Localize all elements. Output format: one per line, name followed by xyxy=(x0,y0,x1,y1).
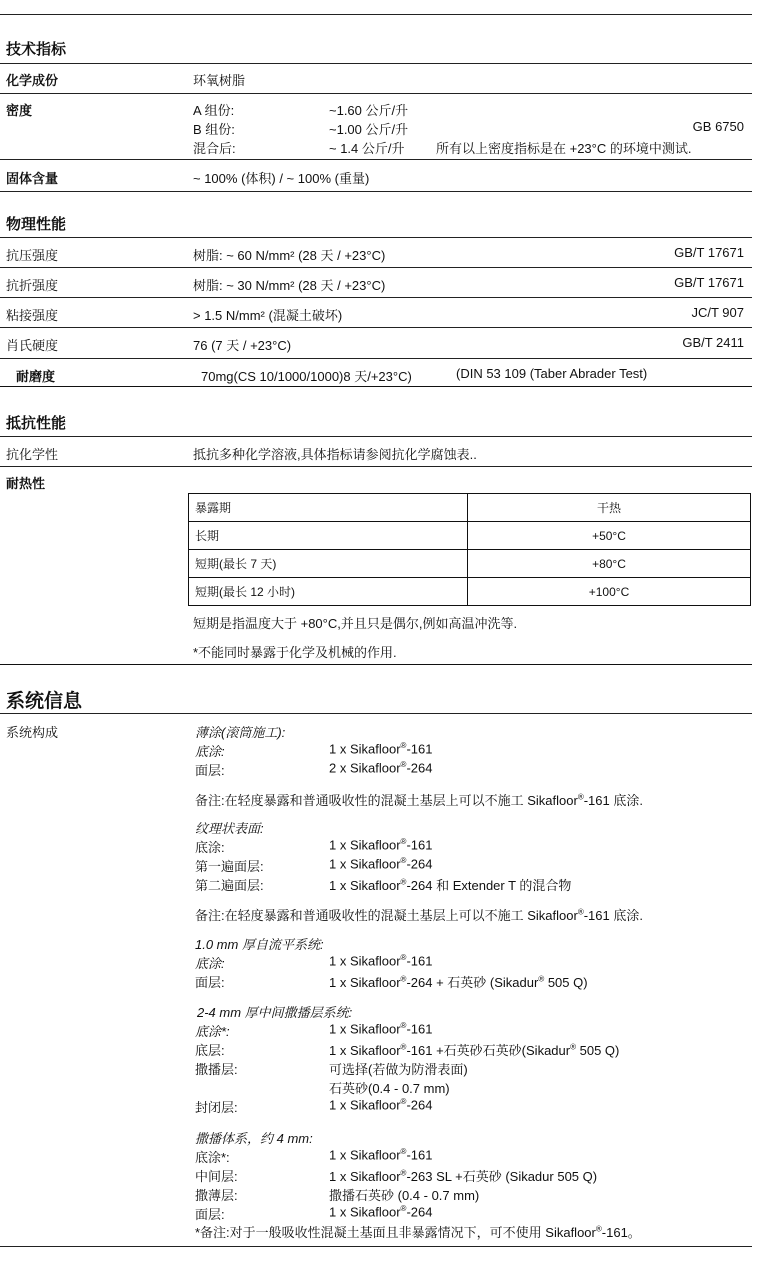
solid-value: ~ 100% (体积) / ~ 100% (重量) xyxy=(193,171,370,186)
layer-key: 底涂*: xyxy=(195,1150,230,1165)
table-cell: 长期 xyxy=(189,522,468,550)
layer-key: 底层: xyxy=(195,1043,225,1058)
layer-key: 撒薄层: xyxy=(195,1188,238,1203)
layer-value: 1 x Sikafloor®-263 SL +石英砂 (Sikadur 505 Q) xyxy=(329,1168,598,1184)
layer-key: 底涂: xyxy=(195,956,225,971)
divider xyxy=(0,436,752,437)
group-title: 1.0 mm 厚自流平系统: xyxy=(195,937,324,952)
layer-key: 撒播层: xyxy=(195,1062,238,1077)
layer-value: 2 x Sikafloor®-264 xyxy=(329,760,433,776)
section-title-tech: 技术指标 xyxy=(6,41,67,58)
divider xyxy=(0,713,752,714)
density-key: A 组份: xyxy=(193,103,235,118)
layer-value: 1 x Sikafloor®-264 xyxy=(329,1097,433,1113)
phys-std: GB/T 2411 xyxy=(682,335,744,350)
divider xyxy=(0,664,752,665)
solid-label: 固体含量 xyxy=(6,171,59,186)
table-cell: +80°C xyxy=(468,550,751,578)
density-value: ~1.00 公斤/升 xyxy=(329,122,409,137)
chem-resist-value: 抵抗多种化学溶液,具体指标请参阅抗化学腐蚀表.. xyxy=(193,447,477,462)
layer-key: 封闭层: xyxy=(195,1100,238,1115)
section-title-phys: 物理性能 xyxy=(6,216,67,233)
heat-note: *不能同时暴露于化学及机械的作用. xyxy=(193,645,397,660)
table-header-cell: 暴露期 xyxy=(189,494,468,522)
divider xyxy=(0,358,752,359)
layer-value: 1 x Sikafloor®-161 +石英砂石英砂(Sikadur® 505 Q) xyxy=(329,1042,620,1058)
layer-key: 底涂: xyxy=(195,744,225,759)
density-label: 密度 xyxy=(6,103,33,118)
system-note: 备注:在轻度暴露和普通吸收性的混凝土基层上可以不施工 Sikafloor®-161 底涂. xyxy=(195,907,643,923)
divider xyxy=(0,237,752,238)
layer-key: 面层: xyxy=(195,1207,225,1222)
layer-key: 第二遍面层: xyxy=(195,878,264,893)
layer-key: 第一遍面层: xyxy=(195,859,264,874)
heat-note: 短期是指温度大于 +80°C,并且只是偶尔,例如高温冲洗等. xyxy=(193,616,518,631)
divider xyxy=(0,191,752,192)
table-row xyxy=(189,550,751,578)
divider xyxy=(0,466,752,467)
heat-label: 耐热性 xyxy=(6,476,46,491)
phys-label: 抗折强度 xyxy=(6,278,59,293)
phys-label: 肖氏硬度 xyxy=(6,338,59,353)
phys-value: 树脂: ~ 30 N/mm² (28 天 / +23°C) xyxy=(193,278,386,293)
chem-resist-label: 抗化学性 xyxy=(6,447,59,462)
chem-value: 环氧树脂 xyxy=(193,73,246,88)
phys-value: 76 (7 天 / +23°C) xyxy=(193,338,292,353)
density-key: B 组份: xyxy=(193,122,235,137)
build-label: 系统构成 xyxy=(6,725,59,740)
bottom-rule xyxy=(0,1246,752,1247)
divider xyxy=(0,267,752,268)
section-title-resist: 抵抗性能 xyxy=(6,415,67,432)
layer-value: 可选择(若做为防滑表面) xyxy=(329,1062,468,1077)
layer-key: 底涂*: xyxy=(195,1024,230,1039)
table-cell: +50°C xyxy=(468,522,751,550)
layer-value: 1 x Sikafloor®-161 xyxy=(329,741,433,757)
group-title: 薄涂(滚筒施工): xyxy=(195,725,286,740)
phys-label: 抗压强度 xyxy=(6,248,59,263)
phys-std: JC/T 907 xyxy=(691,305,744,320)
phys-value: > 1.5 N/mm² (混凝土破坏) xyxy=(193,308,343,323)
layer-value: 1 x Sikafloor®-264 xyxy=(329,856,433,872)
density-std: GB 6750 xyxy=(692,119,744,134)
table-row xyxy=(189,578,751,606)
divider xyxy=(0,63,752,64)
phys-std: GB/T 17671 xyxy=(674,275,744,290)
phys-std: GB/T 17671 xyxy=(674,245,744,260)
system-note: 备注:在轻度暴露和普通吸收性的混凝土基层上可以不施工 Sikafloor®-161 底涂. xyxy=(195,792,643,808)
top-rule xyxy=(0,14,752,15)
layer-key: 面层: xyxy=(195,763,225,778)
layer-value: 1 x Sikafloor®-264 + 石英砂 (Sikadur® 505 Q) xyxy=(329,974,588,990)
divider xyxy=(0,386,752,387)
phys-value: 树脂: ~ 60 N/mm² (28 天 / +23°C) xyxy=(193,248,386,263)
heat-table xyxy=(188,493,751,606)
layer-value: 1 x Sikafloor®-161 xyxy=(329,953,433,969)
layer-value: 石英砂(0.4 - 0.7 mm) xyxy=(329,1081,450,1096)
table-header-row xyxy=(189,494,751,522)
density-key: 混合后: xyxy=(193,141,236,156)
layer-key: 中间层: xyxy=(195,1169,238,1184)
table-cell: 短期(最长 12 小时) xyxy=(189,578,468,606)
divider xyxy=(0,297,752,298)
layer-value: 撒播石英砂 (0.4 - 0.7 mm) xyxy=(329,1188,480,1203)
phys-label: 粘接强度 xyxy=(6,308,59,323)
table-header-cell: 干热 xyxy=(468,494,751,522)
chem-label: 化学成份 xyxy=(6,73,59,88)
density-note: 所有以上密度指标是在 +23°C 的环境中测试. xyxy=(436,141,692,156)
group-title: 2-4 mm 厚中间撒播层系统: xyxy=(197,1005,353,1020)
group-title: 纹理状表面: xyxy=(195,821,264,836)
layer-value: 1 x Sikafloor®-264 和 Extender T 的混合物 xyxy=(329,877,572,893)
density-value: ~ 1.4 公斤/升 xyxy=(329,141,405,156)
table-cell: 短期(最长 7 天) xyxy=(189,550,468,578)
table-cell: +100°C xyxy=(468,578,751,606)
abrasion-value: 70mg(CS 10/1000/1000)8 天/+23°C) xyxy=(201,369,412,384)
divider xyxy=(0,327,752,328)
divider xyxy=(0,159,752,160)
table-row xyxy=(189,522,751,550)
section-title-system: 系统信息 xyxy=(6,691,83,712)
abrasion-std: (DIN 53 109 (Taber Abrader Test) xyxy=(456,366,648,381)
layer-value: 1 x Sikafloor®-161 xyxy=(329,1147,433,1163)
density-value: ~1.60 公斤/升 xyxy=(329,103,409,118)
layer-value: 1 x Sikafloor®-264 xyxy=(329,1204,433,1220)
layer-value: 1 x Sikafloor®-161 xyxy=(329,837,433,853)
group-title: 撒播体系，约 4 mm: xyxy=(195,1131,313,1146)
footnote: *备注:对于一般吸收性混凝土基面且非暴露情况下，可不使用 Sikafloor®-161。 xyxy=(195,1224,641,1240)
layer-key: 面层: xyxy=(195,975,225,990)
layer-value: 1 x Sikafloor®-161 xyxy=(329,1021,433,1037)
layer-key: 底涂: xyxy=(195,840,225,855)
abrasion-label: 耐磨度 xyxy=(16,369,56,384)
divider xyxy=(0,93,752,94)
